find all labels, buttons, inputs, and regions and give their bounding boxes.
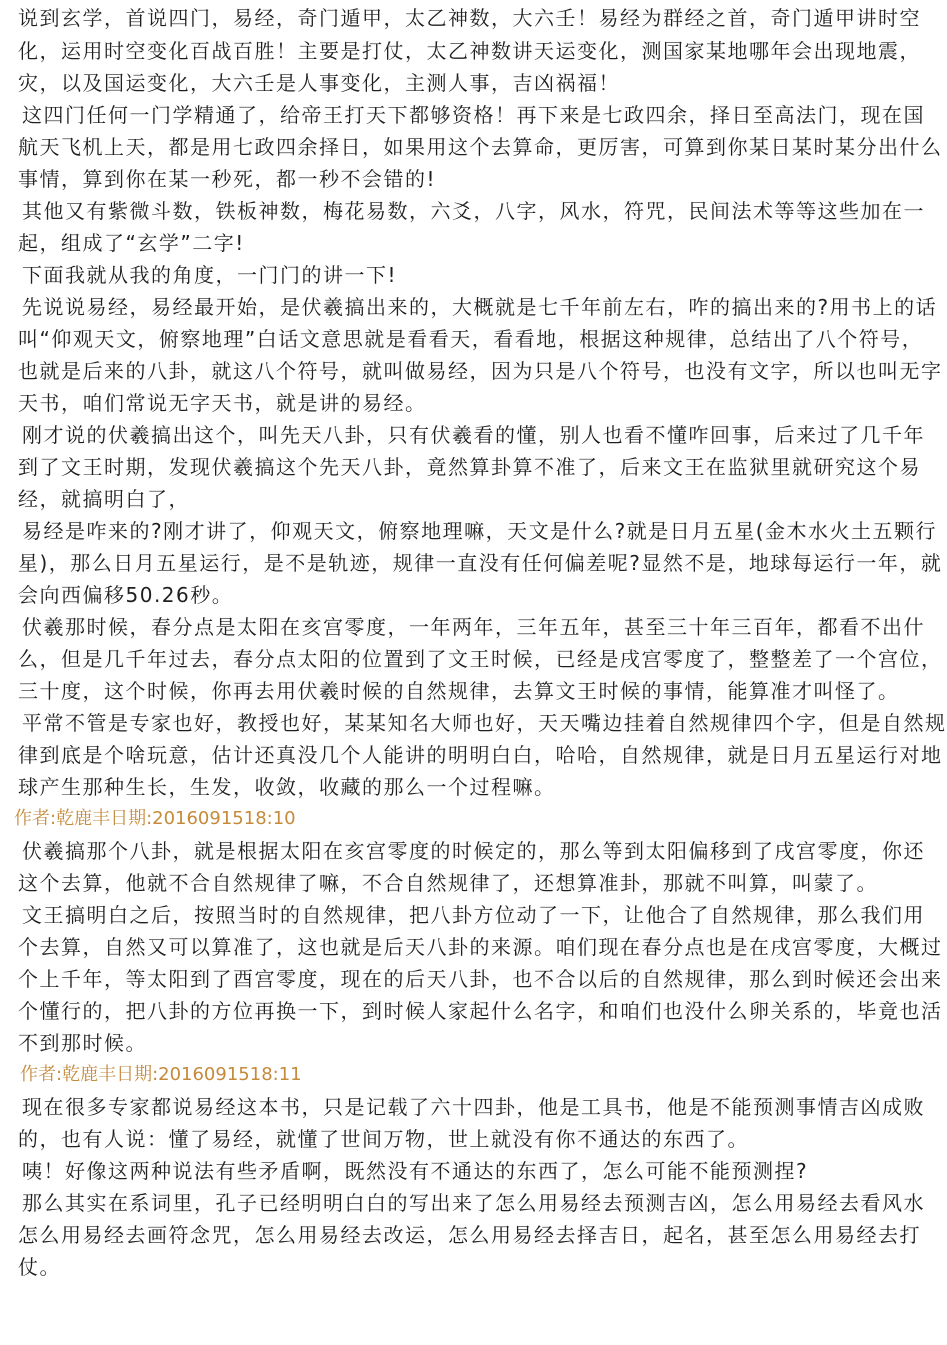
text-line: 个去算，自然又可以算准了，这也就是后天八卦的来源。咱们现在春分点也是在戌宫零度，大概过 (18, 935, 943, 959)
text-line: 这四门任何一门学精通了，给帝王打天下都够资格！再下来是七政四余，择日至高法门，现在国 (22, 103, 925, 127)
text-line: 其他又有紫微斗数，铁板神数，梅花易数，六爻，八字，风水，符咒，民间法术等等这些加在一 (22, 199, 925, 223)
text-line: 仗。 (18, 1255, 61, 1279)
text-line: 个上千年，等太阳到了酉宫零度，现在的后天八卦，也不合以后的自然规律，那么到时候还会出来 (18, 967, 943, 991)
text-line: 伏羲搞那个八卦，就是根据太阳在亥宫零度的时候定的，那么等到太阳偏移到了戌宫零度，你还 (22, 839, 925, 863)
text-line: 么，但是几千年过去，春分点太阳的位置到了文王时候，已经是戌宫零度了，整整差了一个宫位， (18, 647, 943, 671)
text-line: 航天飞机上天，都是用七政四余择日，如果用这个去算命，更厉害，可算到你某日某时某分出什么 (18, 135, 943, 159)
text-line: 下面我就从我的角度，一门门的讲一下! (22, 263, 398, 287)
text-line: 个懂行的，把八卦的方位再换一下，到时候人家起什么名字，和咱们也没什么卵关系的，毕竟也活 (18, 999, 943, 1023)
text-line: 也就是后来的八卦，就这八个符号，就叫做易经，因为只是八个符号，也没有文字，所以也叫无字 (18, 359, 943, 383)
text-line: 星)，那么日月五星运行，是不是轨迹，规律一直没有任何偏差呢?显然不是，地球每运行一年，就 (18, 551, 943, 575)
text-line: 叫“仰观天文，俯察地理”白话文意思就是看看天，看看地，根据这种规律，总结出了八个符号， (18, 327, 924, 351)
text-line: 化，运用时空变化百战百胜！主要是打仗，太乙神数讲天运变化，测国家某地哪年会出现地震， (18, 39, 921, 63)
text-line: 球产生那种生长，生发，收敛，收藏的那么一个过程嘛。 (18, 775, 556, 799)
text-line: 伏羲那时候，春分点是太阳在亥宫零度，一年两年，三年五年，甚至三十年三百年，都看不出什 (22, 615, 925, 639)
text-line: 刚才说的伏羲搞出这个，叫先天八卦，只有伏羲看的懂，别人也看不懂咋回事，后来过了几千年 (22, 423, 925, 447)
author-date-line: 作者:乾鹿丰日期:2016091518:11 (20, 1064, 302, 1085)
text-line: 到了文王时期，发现伏羲搞这个先天八卦，竟然算卦算不准了，后来文王在监狱里就研究这个易 (18, 455, 921, 479)
text-line: 不到那时候。 (18, 1031, 147, 1055)
text-line: 三十度，这个时候，你再去用伏羲时候的自然规律，去算文王时候的事情，能算准才叫怪了。 (18, 679, 900, 703)
text-line: 会向西偏移50.26秒。 (18, 583, 234, 607)
text-line: 天书，咱们常说无字天书，就是讲的易经。 (18, 391, 427, 415)
text-line: 灾，以及国运变化，大六壬是人事变化，主测人事，吉凶祸福！ (18, 71, 620, 95)
author-date-line: 作者:乾鹿丰日期:2016091518:10 (14, 808, 296, 829)
text-line: 易经是咋来的?刚才讲了，仰观天文，俯察地理嘛，天文是什么?就是日月五星(金木水火土五颗行 (22, 519, 938, 543)
text-line: 律到底是个啥玩意，估计还真没几个人能讲的明明白白，哈哈，自然规律，就是日月五星运行对地 (18, 743, 943, 767)
text-line: 事情，算到你在某一秒死，都一秒不会错的! (18, 167, 437, 191)
text-line: 的，也有人说：懂了易经，就懂了世间万物，世上就没有你不通达的东西了。 (18, 1127, 749, 1151)
text-line: 现在很多专家都说易经这本书，只是记载了六十四卦，他是工具书，他是不能预测事情吉凶成败 (22, 1095, 925, 1119)
text-line: 平常不管是专家也好，教授也好，某某知名大师也好，天天嘴边挂着自然规律四个字，但是自然规 (22, 711, 947, 735)
text-line: 起，组成了“玄学”二字! (18, 231, 245, 255)
text-line: 经，就搞明白了， (18, 487, 190, 511)
text-line: 这个去算，他就不合自然规律了嘛，不合自然规律了，还想算准卦，那就不叫算，叫蒙了。 (18, 871, 878, 895)
text-line: 咦！好像这两种说法有些矛盾啊，既然没有不通达的东西了，怎么可能不能预测捏? (22, 1159, 809, 1183)
text-line: 文王搞明白之后，按照当时的自然规律，把八卦方位动了一下，让他合了自然规律，那么我们用 (22, 903, 925, 927)
text-line: 那么其实在系词里，孔子已经明明白白的写出来了怎么用易经去预测吉凶，怎么用易经去看风水 (22, 1191, 925, 1215)
text-line: 先说说易经，易经最开始，是伏羲搞出来的，大概就是七千年前左右，咋的搞出来的?用书上的话 (22, 295, 938, 319)
text-line: 说到玄学，首说四门，易经，奇门遁甲，太乙神数，大六壬！易经为群经之首，奇门遁甲讲时空 (18, 6, 921, 30)
text-line: 怎么用易经去画符念咒，怎么用易经去改运，怎么用易经去择吉日，起名，甚至怎么用易经去打 (18, 1223, 921, 1247)
